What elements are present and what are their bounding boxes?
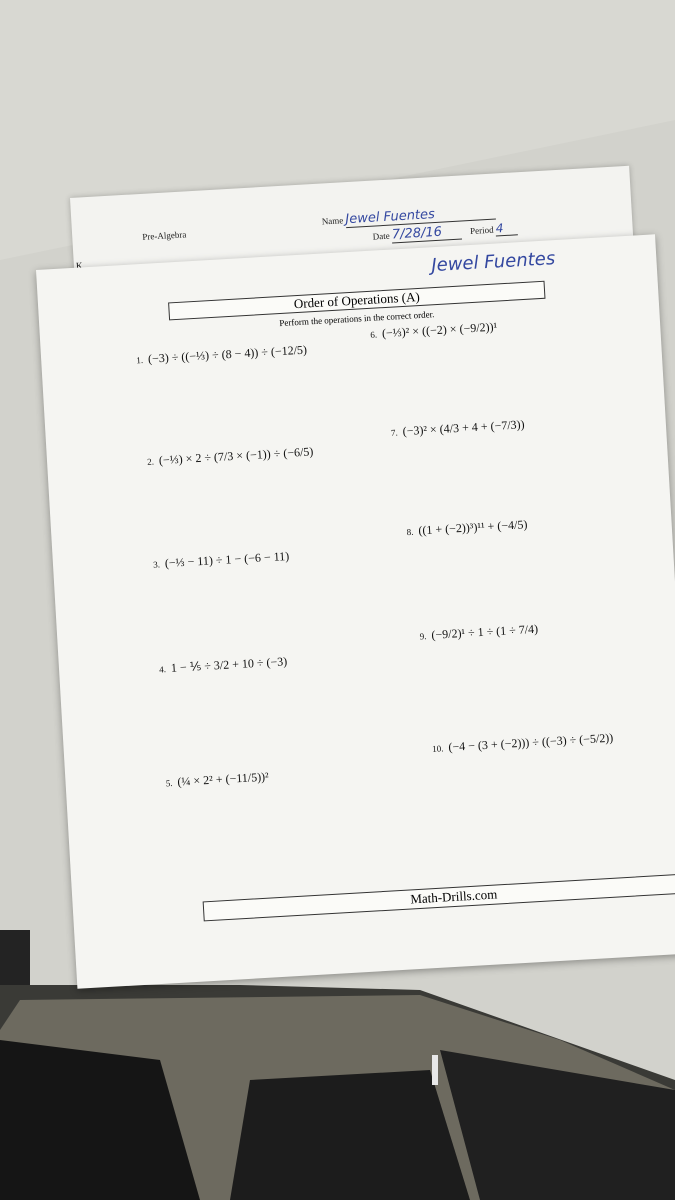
problem-number: 5. [165,778,173,789]
problem-5 [165,769,269,790]
problem-expression: (−3) ÷ ((−⅓) ÷ (8 − 4)) ÷ (−12/5) [147,342,308,366]
name-value: Jewel Fuentes [345,204,496,229]
problem-expression: (−⅓) × 2 ÷ (7/3 × (−1)) ÷ (−6/5) [158,444,314,468]
problem-number: 8. [406,526,414,538]
problem-7 [391,417,525,440]
problem-expression: (−⅓)² × ((−2) × (−9/2))¹ [381,319,498,341]
problem-8 [406,517,528,539]
problem-number: 2. [146,456,155,467]
problem-expression: (¼ × 2² + (−11/5))² [177,769,270,789]
problem-2 [147,444,314,469]
problem-expression: 1 − ⅕ ÷ 3/2 + 10 ÷ (−3) [170,654,288,675]
instructions: Perform the operations in the correct order. [279,309,435,329]
problem-number: 7. [390,427,398,438]
problem-expression: (−⅓ − 11) ÷ 1 − (−6 − 11) [164,548,290,571]
problem-number: 4. [158,664,167,675]
problem-number: 1. [136,354,144,366]
problem-expression: (−9/2)¹ ÷ 1 ÷ (1 ÷ 7/4) [431,621,539,642]
name-label: Name [321,215,344,227]
margin-letter: K [75,260,83,271]
worksheet-title: Order of Operations (A) [293,288,421,312]
problem-3 [153,549,290,572]
problem-number: 10. [431,743,444,754]
problem-10 [432,731,614,756]
problem-number: 9. [419,631,427,642]
problem-number: 3. [152,559,161,570]
footer-box [203,873,675,922]
problem-4 [159,654,288,676]
course-label: Pre-Algebra [142,229,187,242]
period-label: Period [469,224,494,237]
period-value: 4 [495,220,518,236]
date-value: 7/28/16 [391,224,462,244]
problem-6 [370,320,498,342]
footer-text: Math-Drills.com [409,886,498,907]
problem-expression: ((1 + (−2))³)¹¹ + (−4/5) [417,517,528,538]
problem-9 [419,622,538,644]
date-label: Date [372,230,390,242]
problem-1 [136,343,307,368]
problem-expression: (−3)² × (4/3 + 4 + (−7/3)) [402,417,525,439]
front-worksheet [36,234,675,988]
problem-expression: (−4 − (3 + (−2))) ÷ ((−3) ÷ (−5/2)) [447,730,614,755]
signature: Jewel Fuentes [430,248,556,277]
problem-number: 6. [370,329,378,340]
